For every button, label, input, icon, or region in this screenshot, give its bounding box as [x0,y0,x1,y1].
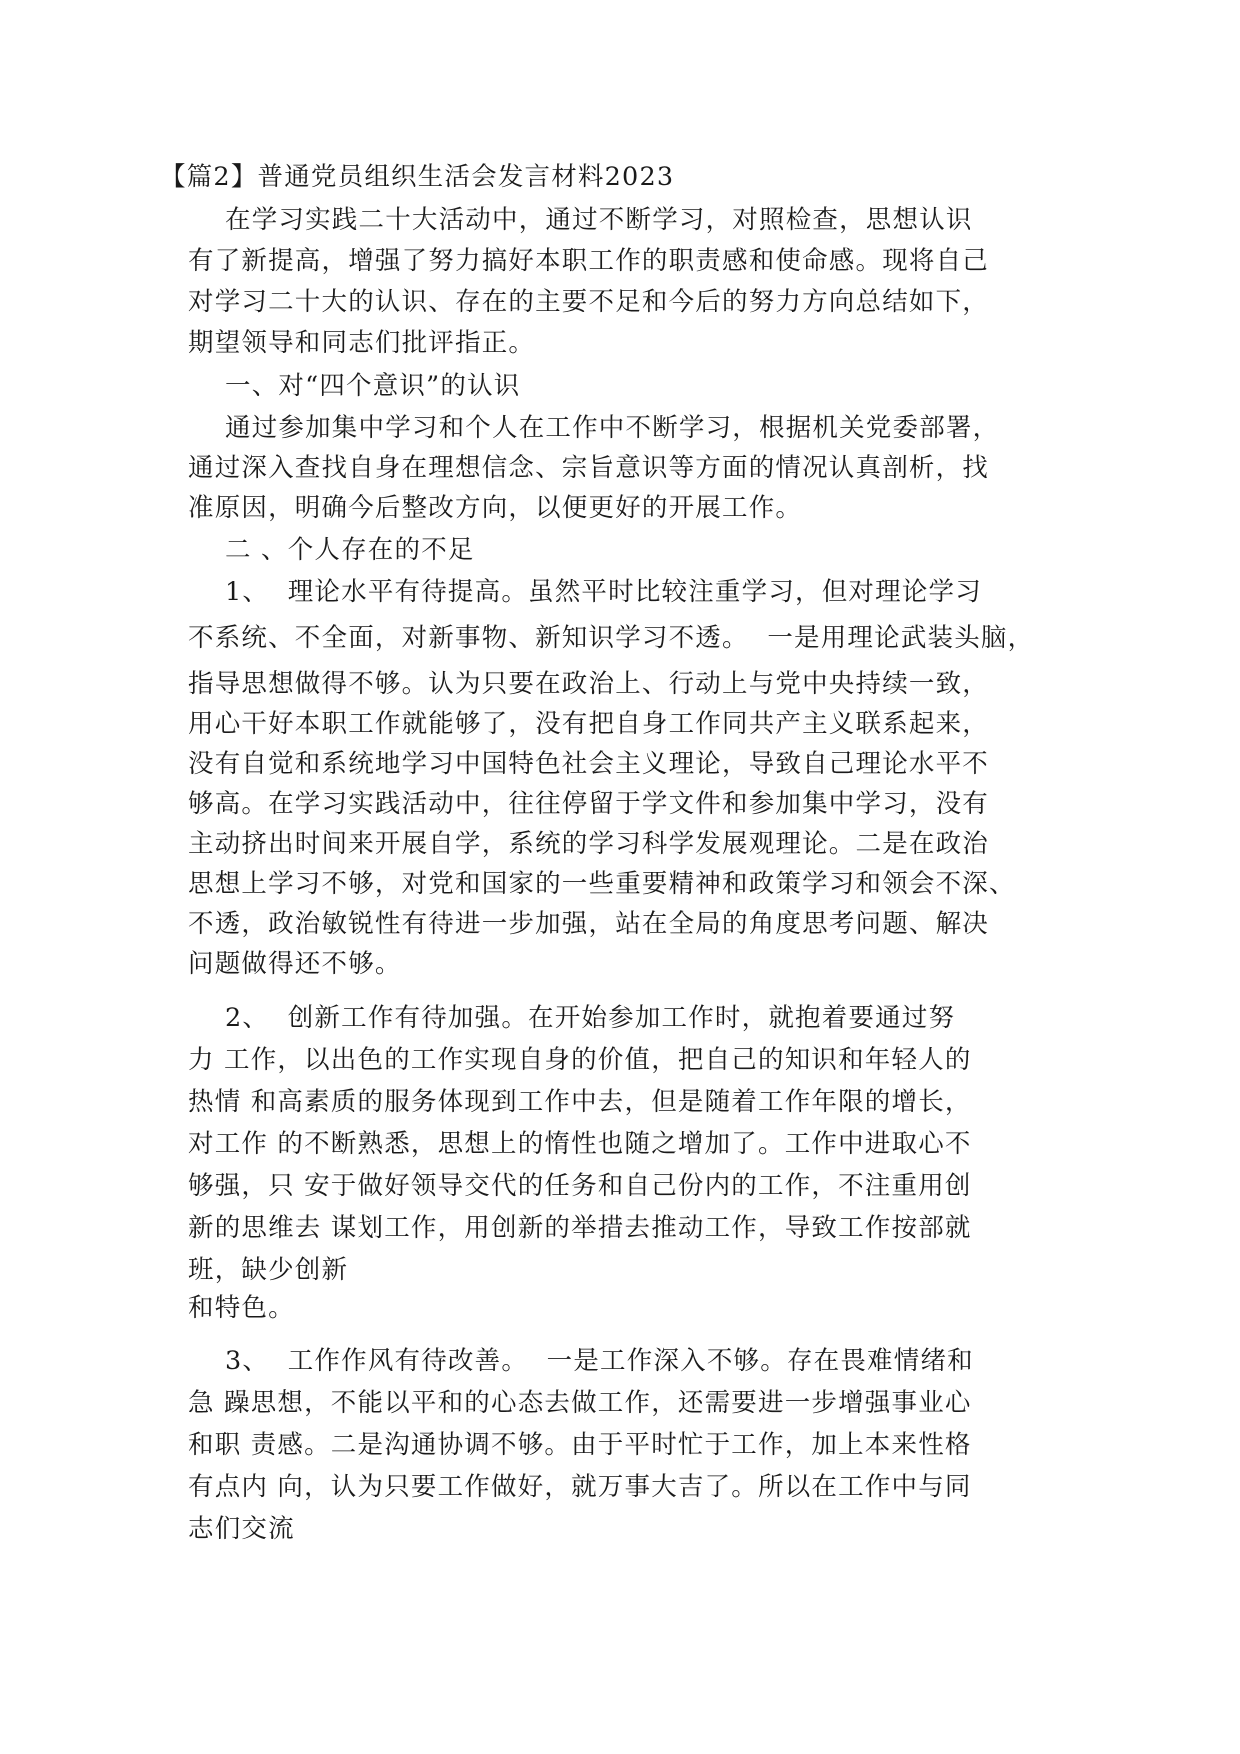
paragraph-line: 2、 创新工作有待加强。在开始参加工作时，就抱着要通过努 [225,1003,956,1033]
paragraph-line: 通过深入查找自身在理想信念、宗旨意识等方面的情况认真剖析，找 [188,453,990,483]
paragraph-line: 用心干好本职工作就能够了，没有把自身工作同共产主义联系起来， [188,709,990,739]
paragraph-line: 思想上学习不够，对党和国家的一些重要精神和政策学习和领会不深、 [188,869,1016,899]
paragraph-line: 问题做得还不够。 [188,949,402,979]
paragraph-line: 不系统、不全面，对新事物、新知识学习不透。 一是用理论武装头脑， [188,623,1035,653]
paragraph-line: 不透，政治敏锐性有待进一步加强，站在全局的角度思考问题、解决 [188,909,990,939]
paragraph-line: 够强，只 安于做好领导交代的任务和自己份内的工作，不注重用创 [188,1171,972,1201]
section-heading: 二 、个人存在的不足 [225,535,475,565]
paragraph-line: 期望领导和同志们批评指正。 [188,328,536,358]
section-heading: 一、对“四个意识”的认识 [225,371,521,401]
paragraph-line: 热情 和高素质的服务体现到工作中去，但是随着工作年限的增长， [188,1087,972,1117]
paragraph-line: 班，缺少创新 [188,1255,349,1285]
paragraph-line: 力 工作，以出色的工作实现自身的价值，把自己的知识和年轻人的 [188,1045,972,1075]
paragraph-line: 主动挤出时间来开展自学，系统的学习科学发展观理论。二是在政治 [188,829,990,859]
paragraph-line: 有点内 向，认为只要工作做好，就万事大吉了。所以在工作中与同 [188,1472,972,1502]
paragraph-line: 和特色。 [188,1293,295,1323]
paragraph-line: 3、 工作作风有待改善。 一是工作深入不够。存在畏难情绪和 [225,1346,974,1376]
document-title: 【篇2】普通党员组织生活会发言材料2023 [160,162,675,192]
paragraph-line: 志们交流 [188,1514,295,1544]
paragraph-line: 新的思维去 谋划工作，用创新的举措去推动工作，导致工作按部就 [188,1213,972,1243]
paragraph-line: 对学习二十大的认识、存在的主要不足和今后的努力方向总结如下， [188,287,990,317]
paragraph-line: 准原因，明确今后整改方向，以便更好的开展工作。 [188,493,803,523]
paragraph-line: 急 躁思想，不能以平和的心态去做工作，还需要进一步增强事业心 [188,1388,972,1418]
paragraph-line: 够高。在学习实践活动中，往往停留于学文件和参加集中学习，没有 [188,789,990,819]
paragraph-line: 和职 责感。二是沟通协调不够。由于平时忙于工作，加上本来性格 [188,1430,972,1460]
paragraph-line: 1、 理论水平有待提高。虽然平时比较注重学习，但对理论学习 [225,577,982,607]
paragraph-line: 在学习实践二十大活动中，通过不断学习，对照检查，思想认识 [225,205,973,235]
paragraph-line: 有了新提高，增强了努力搞好本职工作的职责感和使命感。现将自己 [188,246,990,276]
paragraph-line: 没有自觉和系统地学习中国特色社会主义理论，导致自己理论水平不 [188,749,990,779]
paragraph-line: 对工作 的不断熟悉，思想上的惰性也随之增加了。工作中进取心不 [188,1129,972,1159]
paragraph-line: 指导思想做得不够。认为只要在政治上、行动上与党中央持续一致， [188,669,990,699]
paragraph-line: 通过参加集中学习和个人在工作中不断学习，根据机关党委部署， [225,413,1000,443]
